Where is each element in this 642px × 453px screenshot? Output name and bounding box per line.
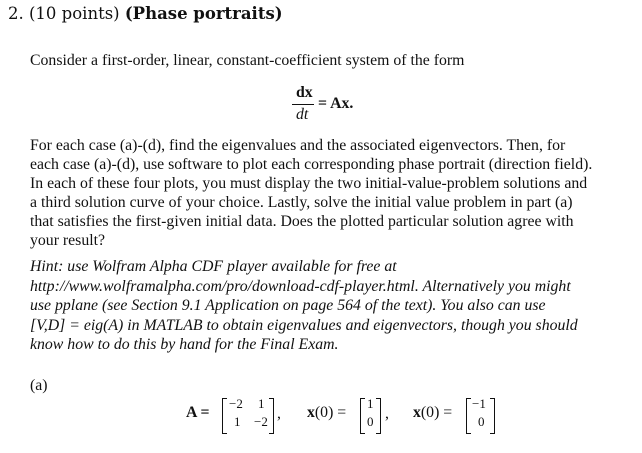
comma: ,: [277, 405, 281, 422]
problem-points: (10 points): [29, 4, 120, 23]
body-line: that satisfies the first-given initial data. Does the plotted particular solution agree with: [30, 213, 574, 230]
equation-numerator: dx: [296, 84, 313, 101]
matrix-a-label: A =: [186, 404, 210, 421]
left-bracket: [360, 398, 365, 434]
hint-line: know how to do this by hand for the Final Exam.: [30, 336, 339, 353]
matrix-cell: 1: [258, 396, 265, 411]
x0-label-2: x(0) =: [413, 404, 453, 421]
right-bracket: [376, 398, 381, 434]
vector-cell: 0: [367, 414, 374, 429]
vector-cell: −1: [472, 396, 486, 411]
intro-text: Consider a first-order, linear, constant-coefficient system of the form: [30, 52, 465, 69]
problem-title: (Phase portraits): [124, 4, 283, 23]
matrix-cell: −2: [254, 414, 268, 429]
matrix-cell: 1: [234, 414, 241, 429]
part-label: (a): [30, 377, 48, 394]
vector-cell: 1: [367, 396, 374, 411]
equation-rhs: = Ax.: [318, 95, 354, 112]
hint-line: http://www.wolframalpha.com/pro/download-cdf-player.html. Alternatively you might: [30, 278, 571, 295]
hint-line: Hint: use Wolfram Alpha CDF player available for free at: [30, 258, 397, 275]
fraction-bar: [292, 104, 314, 105]
right-bracket: [269, 398, 274, 434]
body-line: For each case (a)-(d), find the eigenvalues and the associated eigenvectors. Then, for: [30, 137, 566, 154]
vector-cell: 0: [478, 414, 485, 429]
body-line: a third solution curve of your choice. Lastly, solve the initial value problem in part (a): [30, 194, 573, 211]
left-bracket: [466, 398, 471, 434]
problem-heading: [8, 4, 283, 23]
hint-line: [V,D] = eig(A) in MATLAB to obtain eigenvalues and eigenvectors, though you should: [30, 317, 578, 334]
equation-denominator: dt: [296, 106, 309, 123]
comma: ,: [385, 405, 389, 422]
problem-number: 2.: [8, 4, 24, 23]
body-line: each case (a)-(d), use software to plot each corresponding phase portrait (direction field).: [30, 156, 593, 173]
right-bracket: [490, 398, 495, 434]
hint-line: use pplane (see Section 9.1 Application on page 564 of the text). You also can use: [30, 297, 546, 314]
body-line: In each of these four plots, you must display the two initial-value-problem solutions and: [30, 175, 588, 192]
body-line: your result?: [30, 232, 106, 249]
left-bracket: [222, 398, 227, 434]
matrix-cell: −2: [229, 396, 243, 411]
x0-label-1: x(0) =: [307, 404, 347, 421]
